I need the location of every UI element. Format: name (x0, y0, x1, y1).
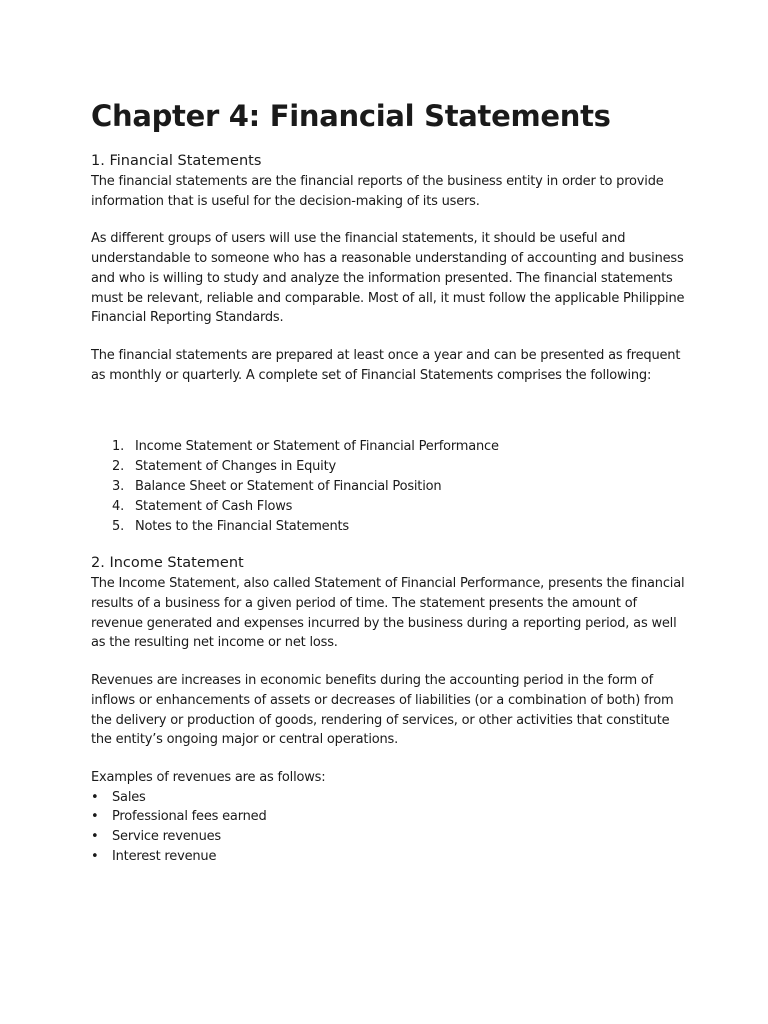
revenue-examples-list (91, 788, 691, 867)
list-item (91, 477, 691, 497)
bullet-icon: • (91, 829, 99, 845)
list-item (91, 788, 691, 808)
paragraph: Revenues are increases in economic benefits during the accounting period in the form of inflows or enhancements of assets or decreases of liabilities (or a combination of both) from the delivery or production of goods, rendering of services, or other activities that constitute the entity’s ongoing major or central operations. (91, 673, 674, 748)
paragraph: The financial statements are prepared at least once a year and can be presented as frequent as monthly or quarterly. A complete set of Financial Statements comprises the following: (91, 347, 681, 383)
page-title: Chapter 4: Financial Statements (91, 99, 611, 133)
section-heading-income-statement: 2. Income Statement (91, 555, 244, 572)
document-page (91, 96, 691, 867)
list-item-text: Service revenues (112, 829, 221, 845)
bullet-icon: • (91, 809, 99, 825)
list-item-text: Statement of Changes in Equity (135, 459, 336, 475)
list-item (91, 437, 691, 457)
bullet-icon: • (91, 849, 99, 865)
list-item (91, 827, 691, 847)
list-item (91, 457, 691, 477)
list-item-text: Interest revenue (112, 849, 217, 865)
list-item (91, 517, 691, 537)
list-item-text: Balance Sheet or Statement of Financial Position (135, 478, 442, 494)
list-item-text: Income Statement or Statement of Financial Performance (135, 439, 499, 455)
list-item-text: Notes to the Financial Statements (135, 518, 349, 534)
list-item (91, 807, 691, 827)
paragraph: The financial statements are the financial reports of the business entity in order to provide information that is useful for the decision-making of its users. (91, 174, 664, 209)
list-number: 4. (112, 498, 125, 514)
list-item (91, 847, 691, 867)
paragraph: Examples of revenues are as follows: (91, 769, 326, 785)
list-item-text: Professional fees earned (112, 809, 267, 825)
paragraph: The Income Statement, also called Statement of Financial Performance, presents the financial results of a business for a given period of time. The statement presents the amount of revenue generated and expenses incurred by the business during a reporting period, as well as the resulting net income or net loss. (91, 576, 685, 651)
list-number: 1. (112, 439, 125, 455)
section-heading-financial-statements: 1. Financial Statements (91, 153, 262, 169)
list-item (91, 497, 691, 517)
list-number: 2. (112, 459, 125, 475)
list-number: 3. (112, 478, 125, 494)
financial-statements-list (91, 437, 691, 536)
paragraph: As different groups of users will use the financial statements, it should be useful and understandable to someone who has a reasonable understanding of accounting and business and who is willing to study and analyze the information presented. The financial statements must be relevant, reliable and comparable. Most of all, it must follow the applicable Philippine Financial Reporting Standards. (91, 231, 685, 326)
bullet-icon: • (91, 789, 99, 805)
list-item-text: Statement of Cash Flows (135, 498, 293, 514)
list-item-text: Sales (112, 789, 146, 805)
list-number: 5. (112, 518, 125, 534)
